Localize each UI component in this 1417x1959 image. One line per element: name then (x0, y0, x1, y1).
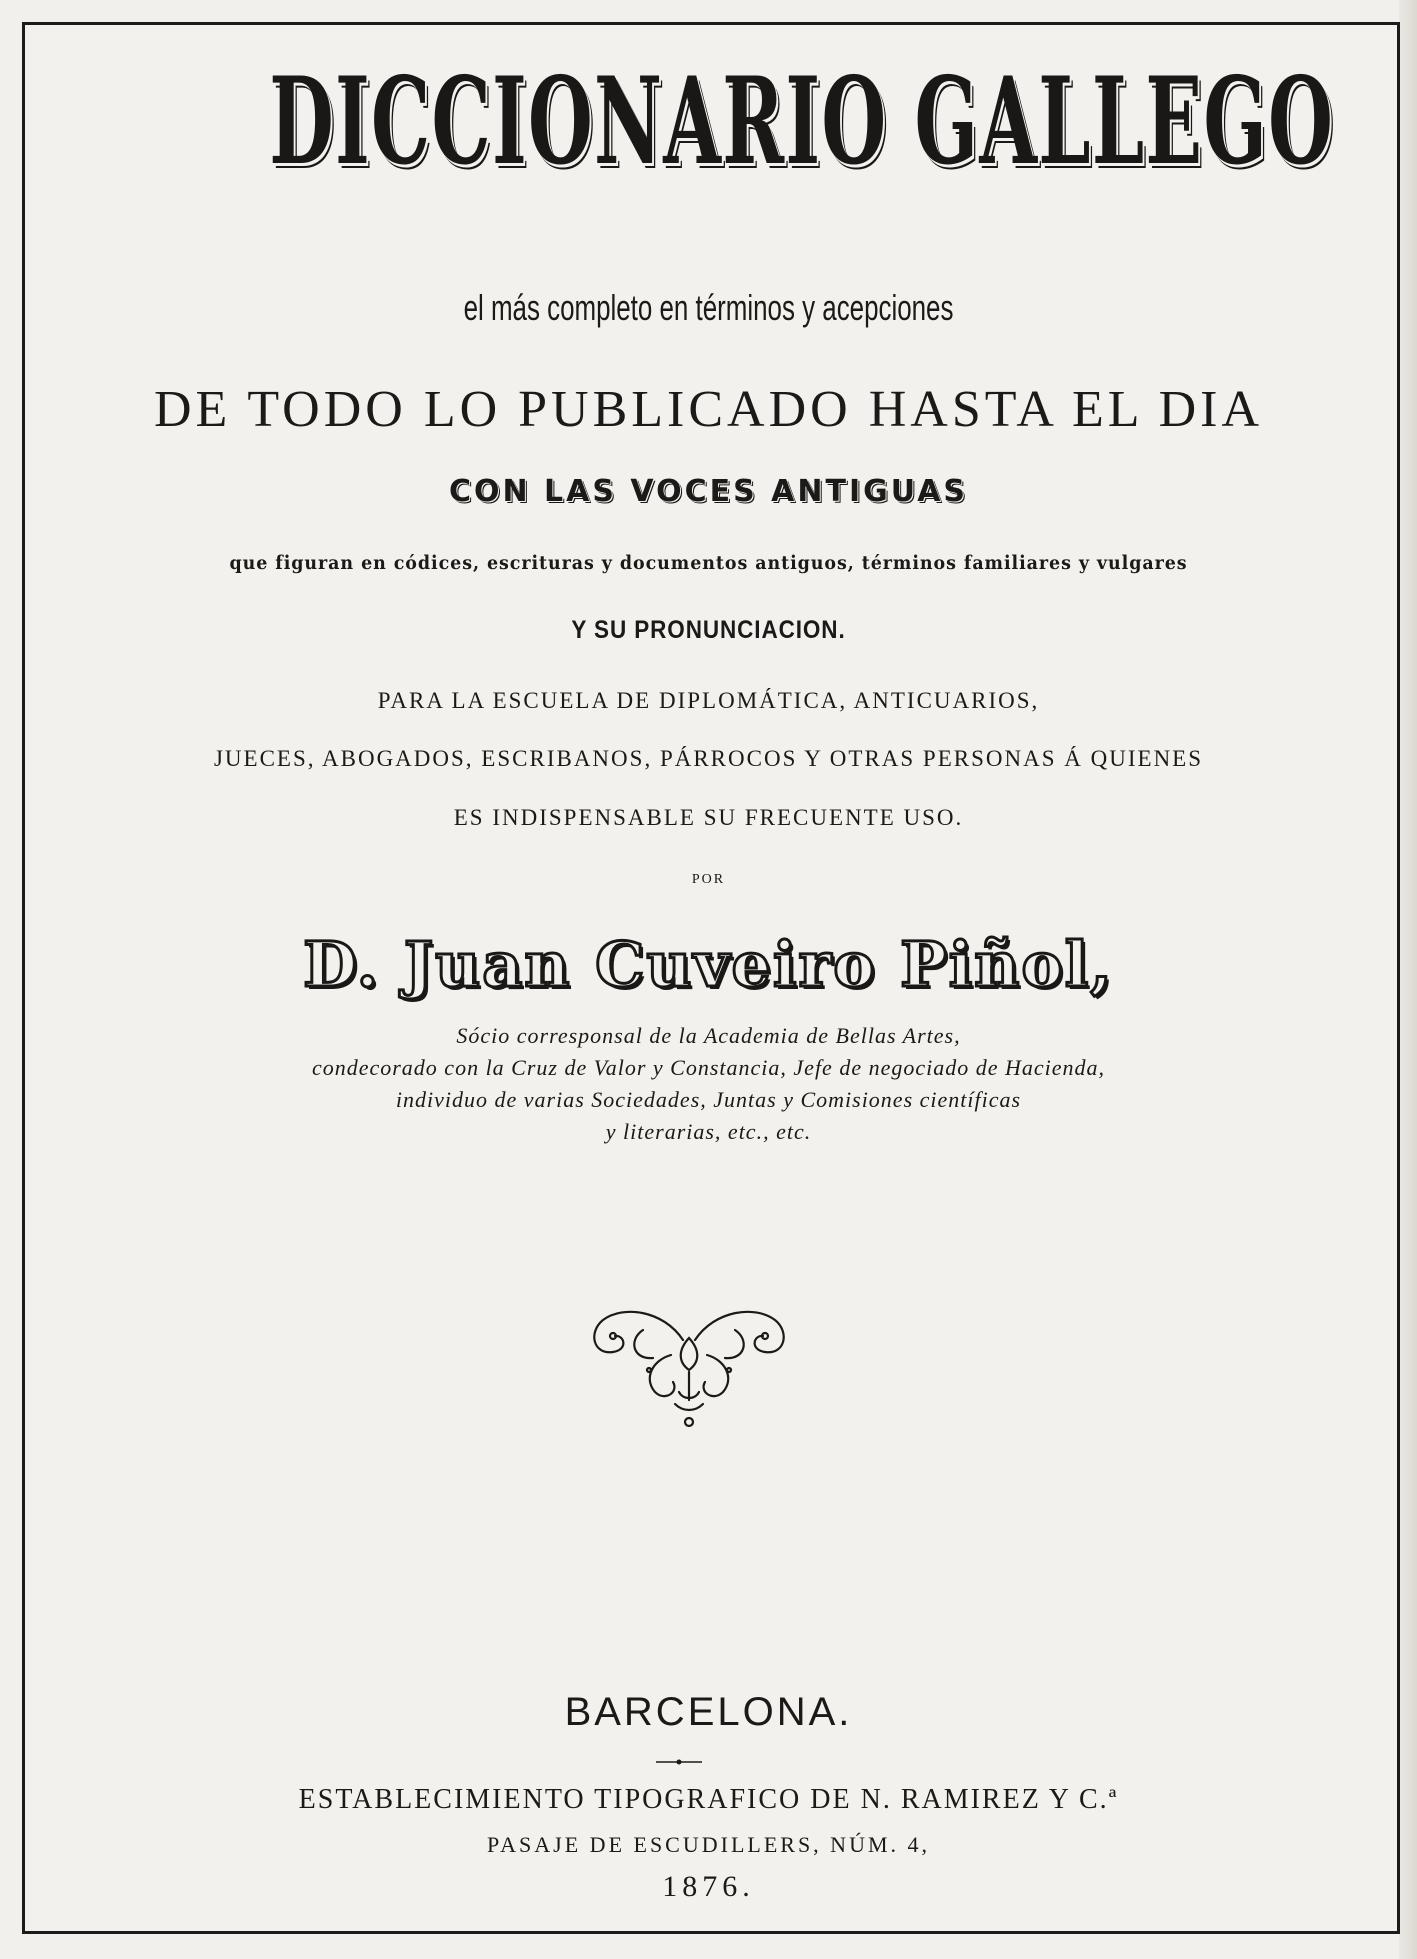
voces-antiguas-line: CON LAS VOCES ANTIGUAS (448, 474, 969, 509)
imprint-year: 1876. (662, 1870, 755, 1903)
imprint-printer: ESTABLECIMIENTO TIPOGRAFICO DE N. RAMIREZ Y C.ª (298, 1784, 1119, 1815)
author-name: D. Juan Cuveiro Piñol, (303, 928, 1114, 1001)
audience-line-1: PARA LA ESCUELA DE DIPLOMÁTICA, ANTICUARIOS, (377, 688, 1040, 713)
credits-line-1: Sócio corresponsal de la Academia de Bellas Artes, (456, 1023, 961, 1048)
credits-line-4: y literarias, etc., etc. (605, 1119, 812, 1144)
book-title: DICCIONARIO GALLEGO (269, 51, 1335, 192)
ornamental-dash-icon (654, 1757, 704, 1767)
subtitle: el más completo en términos y acepciones (463, 287, 954, 328)
headline: DE TODO LO PUBLICADO HASTA EL DIA (153, 381, 1264, 438)
imprint-address: PASAJE DE ESCUDILLERS, NÚM. 4, (486, 1832, 931, 1857)
audience-line-3: ES INDISPENSABLE SU FRECUENTE USO. (453, 805, 964, 830)
por-label: POR (691, 872, 726, 887)
blackletter-description: que figuran en códices, escrituras y documentos antiguos, términos familiares y vulgares (229, 552, 1188, 574)
imprint-city: BARCELONA. (564, 1690, 853, 1734)
floral-ornament-icon (583, 1300, 795, 1432)
credits-line-3: individuo de varias Sociedades, Juntas y Comisiones científicas (395, 1087, 1022, 1112)
author-credits (0, 1020, 1417, 1148)
pronunciation-line: Y SU PRONUNCIACION. (571, 616, 846, 644)
credits-line-2: condecorado con la Cruz de Valor y Constancia, Jefe de negociado de Hacienda, (311, 1055, 1106, 1080)
audience-line-2: JUECES, ABOGADOS, ESCRIBANOS, PÁRROCOS Y OTRAS PERSONAS Á QUIENES (213, 746, 1204, 771)
